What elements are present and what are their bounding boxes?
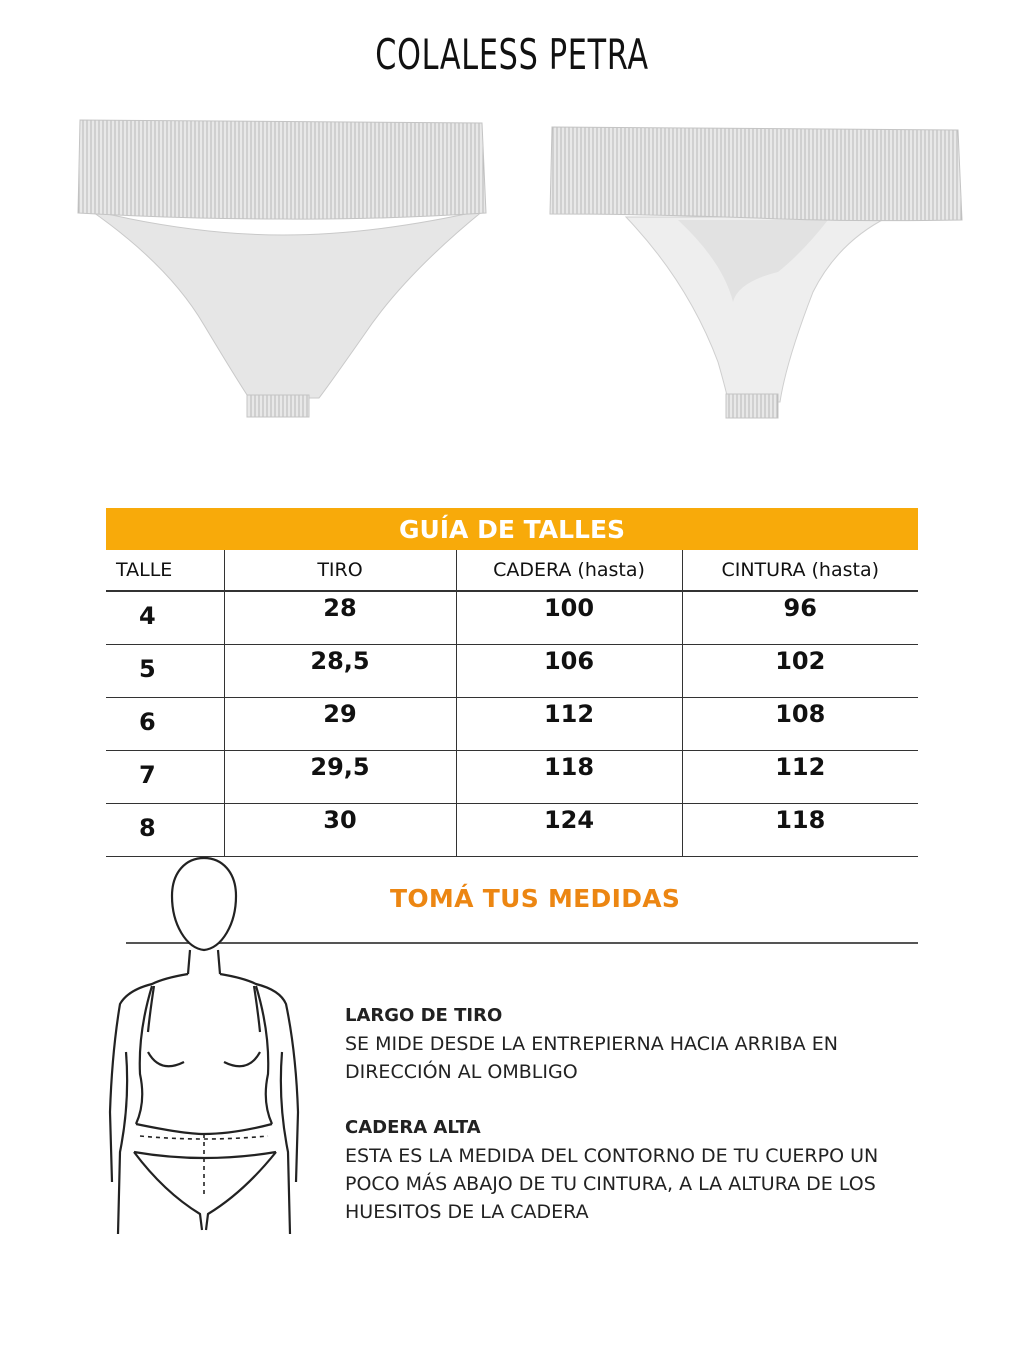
cell-cintura: 96 xyxy=(682,592,918,645)
info-cadera-alta xyxy=(345,1114,885,1226)
table-row xyxy=(106,751,918,804)
info-largo-de-tiro xyxy=(345,1002,885,1086)
page-title: COLALESS PETRA xyxy=(375,30,649,79)
cell-cadera: 118 xyxy=(456,751,682,804)
header-tiro: TIRO xyxy=(224,550,456,591)
cell-talle: 8 xyxy=(106,804,224,857)
size-table xyxy=(106,508,918,857)
cell-cintura: 102 xyxy=(682,645,918,698)
table-row xyxy=(106,645,918,698)
cell-cintura: 112 xyxy=(682,751,918,804)
cell-tiro: 30 xyxy=(224,804,456,857)
size-table-caption: GUÍA DE TALLES xyxy=(106,508,918,550)
cell-cadera: 106 xyxy=(456,645,682,698)
cell-tiro: 29 xyxy=(224,698,456,751)
cell-talle: 6 xyxy=(106,698,224,751)
info-heading: LARGO DE TIRO xyxy=(345,1005,503,1026)
garment-front-illustration xyxy=(74,115,492,425)
size-table-header-row xyxy=(106,550,918,591)
garment-back-illustration xyxy=(548,122,964,424)
cell-tiro: 28 xyxy=(224,592,456,645)
header-cadera: CADERA (hasta) xyxy=(456,550,682,591)
cell-talle: 5 xyxy=(106,645,224,698)
cell-tiro: 28,5 xyxy=(224,645,456,698)
cell-cadera: 100 xyxy=(456,592,682,645)
cell-talle: 4 xyxy=(106,592,224,645)
cell-tiro: 29,5 xyxy=(224,751,456,804)
table-row xyxy=(106,592,918,645)
info-text: SE MIDE DESDE LA ENTREPIERNA HACIA ARRIBA EN DIRECCIÓN AL OMBLIGO xyxy=(345,1033,838,1083)
cell-cintura: 108 xyxy=(682,698,918,751)
measure-title: TOMÁ TUS MEDIDAS xyxy=(390,884,681,913)
info-heading: CADERA ALTA xyxy=(345,1117,481,1138)
header-cintura: CINTURA (hasta) xyxy=(682,550,918,591)
table-row xyxy=(106,698,918,751)
header-talle: TALLE xyxy=(106,550,224,591)
cell-cadera: 112 xyxy=(456,698,682,751)
info-text: ESTA ES LA MEDIDA DEL CONTORNO DE TU CUERPO UN POCO MÁS ABAJO DE TU CINTURA, A LA ALTURA DE LOS HUESITOS DE LA CADERA xyxy=(345,1145,879,1223)
table-row xyxy=(106,804,918,857)
body-figure-illustration xyxy=(104,852,304,1244)
cell-talle: 7 xyxy=(106,751,224,804)
cell-cadera: 124 xyxy=(456,804,682,857)
cell-cintura: 118 xyxy=(682,804,918,857)
